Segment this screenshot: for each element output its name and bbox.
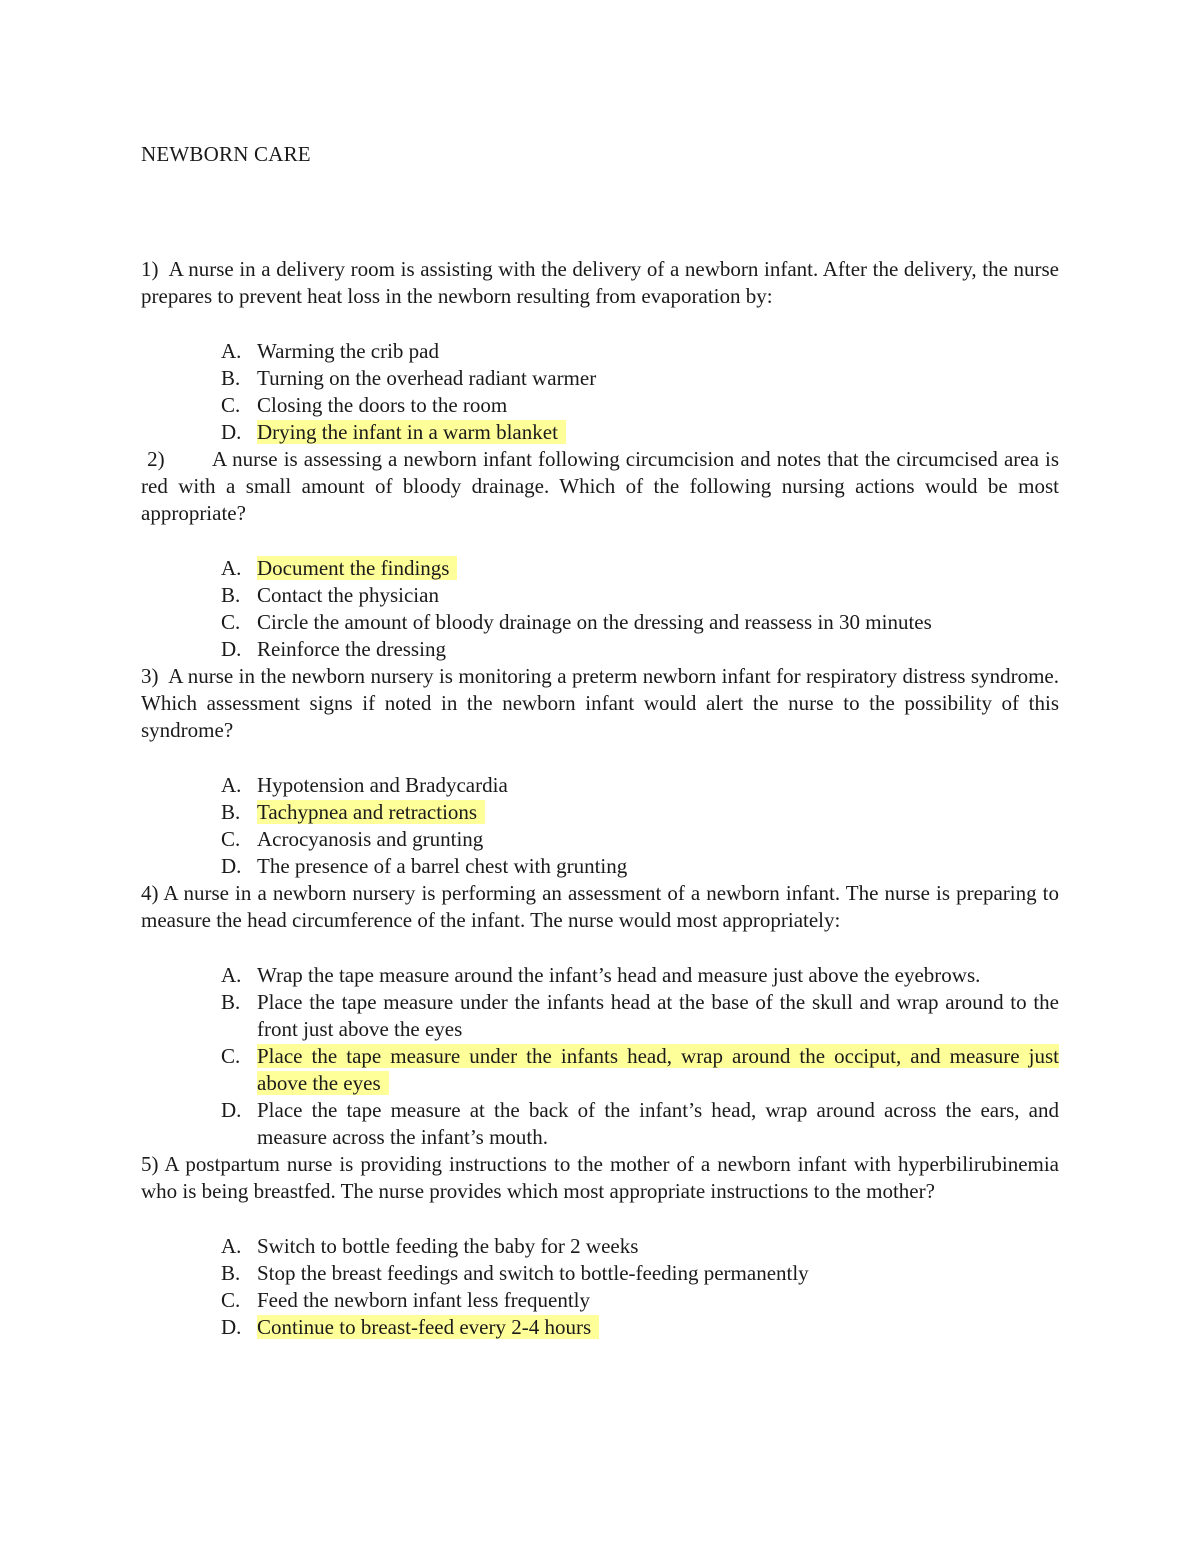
question-2 (141, 446, 1059, 663)
option-text: Feed the newborn infant less frequently (257, 1288, 590, 1312)
option-text-highlighted: Tachypnea and retractions (257, 800, 485, 824)
option-letter: B. (221, 800, 241, 824)
option-letter: A. (221, 773, 242, 797)
option-letter: B. (221, 583, 241, 607)
question-list (141, 256, 1059, 1341)
option-d[interactable] (141, 1097, 1059, 1151)
option-d[interactable] (141, 419, 1059, 446)
option-c[interactable] (141, 392, 1059, 419)
question-4 (141, 880, 1059, 1151)
option-letter: C. (221, 610, 241, 634)
option-text: Wrap the tape measure around the infant’s head and measure just above the eyebrows. (257, 963, 981, 987)
question-3 (141, 663, 1059, 880)
option-letter: C. (221, 827, 241, 851)
option-letter: D. (221, 420, 242, 444)
question-text: 2) A nurse is assessing a newborn infant following circumcision and notes that the circumcised area is red with a small amount of bloody drainage. Which of the following nursing actions would be most appropriate? (141, 447, 1059, 525)
option-c[interactable] (141, 1043, 1059, 1097)
option-letter: C. (221, 1044, 241, 1068)
question-number: 5) (141, 1152, 159, 1176)
option-letter: C. (221, 393, 241, 417)
option-letter: D. (221, 854, 242, 878)
option-letter: D. (221, 1098, 242, 1122)
option-text: Closing the doors to the room (257, 393, 508, 417)
option-c[interactable] (141, 1287, 1059, 1314)
question-number: 2) (147, 447, 165, 471)
option-d[interactable] (141, 1314, 1059, 1341)
option-text: Hypotension and Bradycardia (257, 773, 508, 797)
option-letter: A. (221, 339, 242, 363)
option-text: Warming the crib pad (257, 339, 439, 363)
option-letter: A. (221, 1234, 242, 1258)
option-b[interactable] (141, 582, 1059, 609)
option-d[interactable] (141, 853, 1059, 880)
option-text: Stop the breast feedings and switch to bottle-feeding permanently (257, 1261, 809, 1285)
option-b[interactable] (141, 799, 1059, 826)
option-letter: B. (221, 366, 241, 390)
option-letter: B. (221, 990, 241, 1014)
option-text: Turning on the overhead radiant warmer (257, 366, 597, 390)
question-text: 3) A nurse in the newborn nursery is monitoring a preterm newborn infant for respiratory distress syndrome. Which assessment signs if noted in the newborn infant would alert the nurse to the possibility of this syndrome? (141, 664, 1059, 742)
option-a[interactable] (141, 338, 1059, 365)
option-text-highlighted: Drying the infant in a warm blanket (257, 420, 566, 444)
option-list (141, 962, 1059, 1151)
option-b[interactable] (141, 989, 1059, 1043)
option-text: Acrocyanosis and grunting (257, 827, 484, 851)
option-a[interactable] (141, 555, 1059, 582)
question-number: 3) (141, 664, 159, 688)
question-number: 1) (141, 257, 159, 281)
option-list (141, 1233, 1059, 1341)
option-a[interactable] (141, 772, 1059, 799)
question-1 (141, 256, 1059, 446)
option-letter: B. (221, 1261, 241, 1285)
option-d[interactable] (141, 636, 1059, 663)
option-c[interactable] (141, 609, 1059, 636)
option-c[interactable] (141, 826, 1059, 853)
option-text: Place the tape measure under the infants head at the base of the skull and wrap around to the front just above the eyes (257, 990, 1059, 1041)
question-text: 5) A postpartum nurse is providing instructions to the mother of a newborn infant with hyperbilirubinemia who is being breastfed. The nurse provides which most appropriate instructions to the mother? (141, 1152, 1060, 1203)
option-text-highlighted: Document the findings (257, 556, 457, 580)
option-text-highlighted: Continue to breast-feed every 2-4 hours (257, 1315, 599, 1339)
option-text-highlighted: Place the tape measure under the infants head, wrap around the occiput, and measure just above the eyes (257, 1044, 1059, 1095)
option-letter: D. (221, 1315, 242, 1339)
question-text: 1) A nurse in a delivery room is assisting with the delivery of a newborn infant. After the delivery, the nurse prepares to prevent heat loss in the newborn resulting from evaporation by: (141, 257, 1059, 308)
option-a[interactable] (141, 1233, 1059, 1260)
question-number: 4) (141, 881, 159, 905)
option-list (141, 555, 1059, 663)
option-letter: D. (221, 637, 242, 661)
option-letter: C. (221, 1288, 241, 1312)
option-letter: A. (221, 556, 242, 580)
option-text: Place the tape measure at the back of the infant’s head, wrap around across the ears, and measure across the infant’s mouth. (257, 1098, 1059, 1149)
option-letter: A. (221, 963, 242, 987)
option-text: Circle the amount of bloody drainage on the dressing and reassess in 30 minutes (257, 610, 932, 634)
option-list (141, 772, 1059, 880)
option-b[interactable] (141, 1260, 1059, 1287)
question-text: 4) A nurse in a newborn nursery is performing an assessment of a newborn infant. The nurse is preparing to measure the head circumference of the infant. The nurse would most appropriately: (141, 881, 1060, 932)
option-list (141, 338, 1059, 446)
option-text: Contact the physician (257, 583, 439, 607)
page-title: NEWBORN CARE (141, 142, 311, 166)
option-b[interactable] (141, 365, 1059, 392)
option-text: Reinforce the dressing (257, 637, 446, 661)
option-text: The presence of a barrel chest with grunting (257, 854, 628, 878)
option-a[interactable] (141, 962, 1059, 989)
option-text: Switch to bottle feeding the baby for 2 weeks (257, 1234, 639, 1258)
question-5 (141, 1151, 1059, 1341)
